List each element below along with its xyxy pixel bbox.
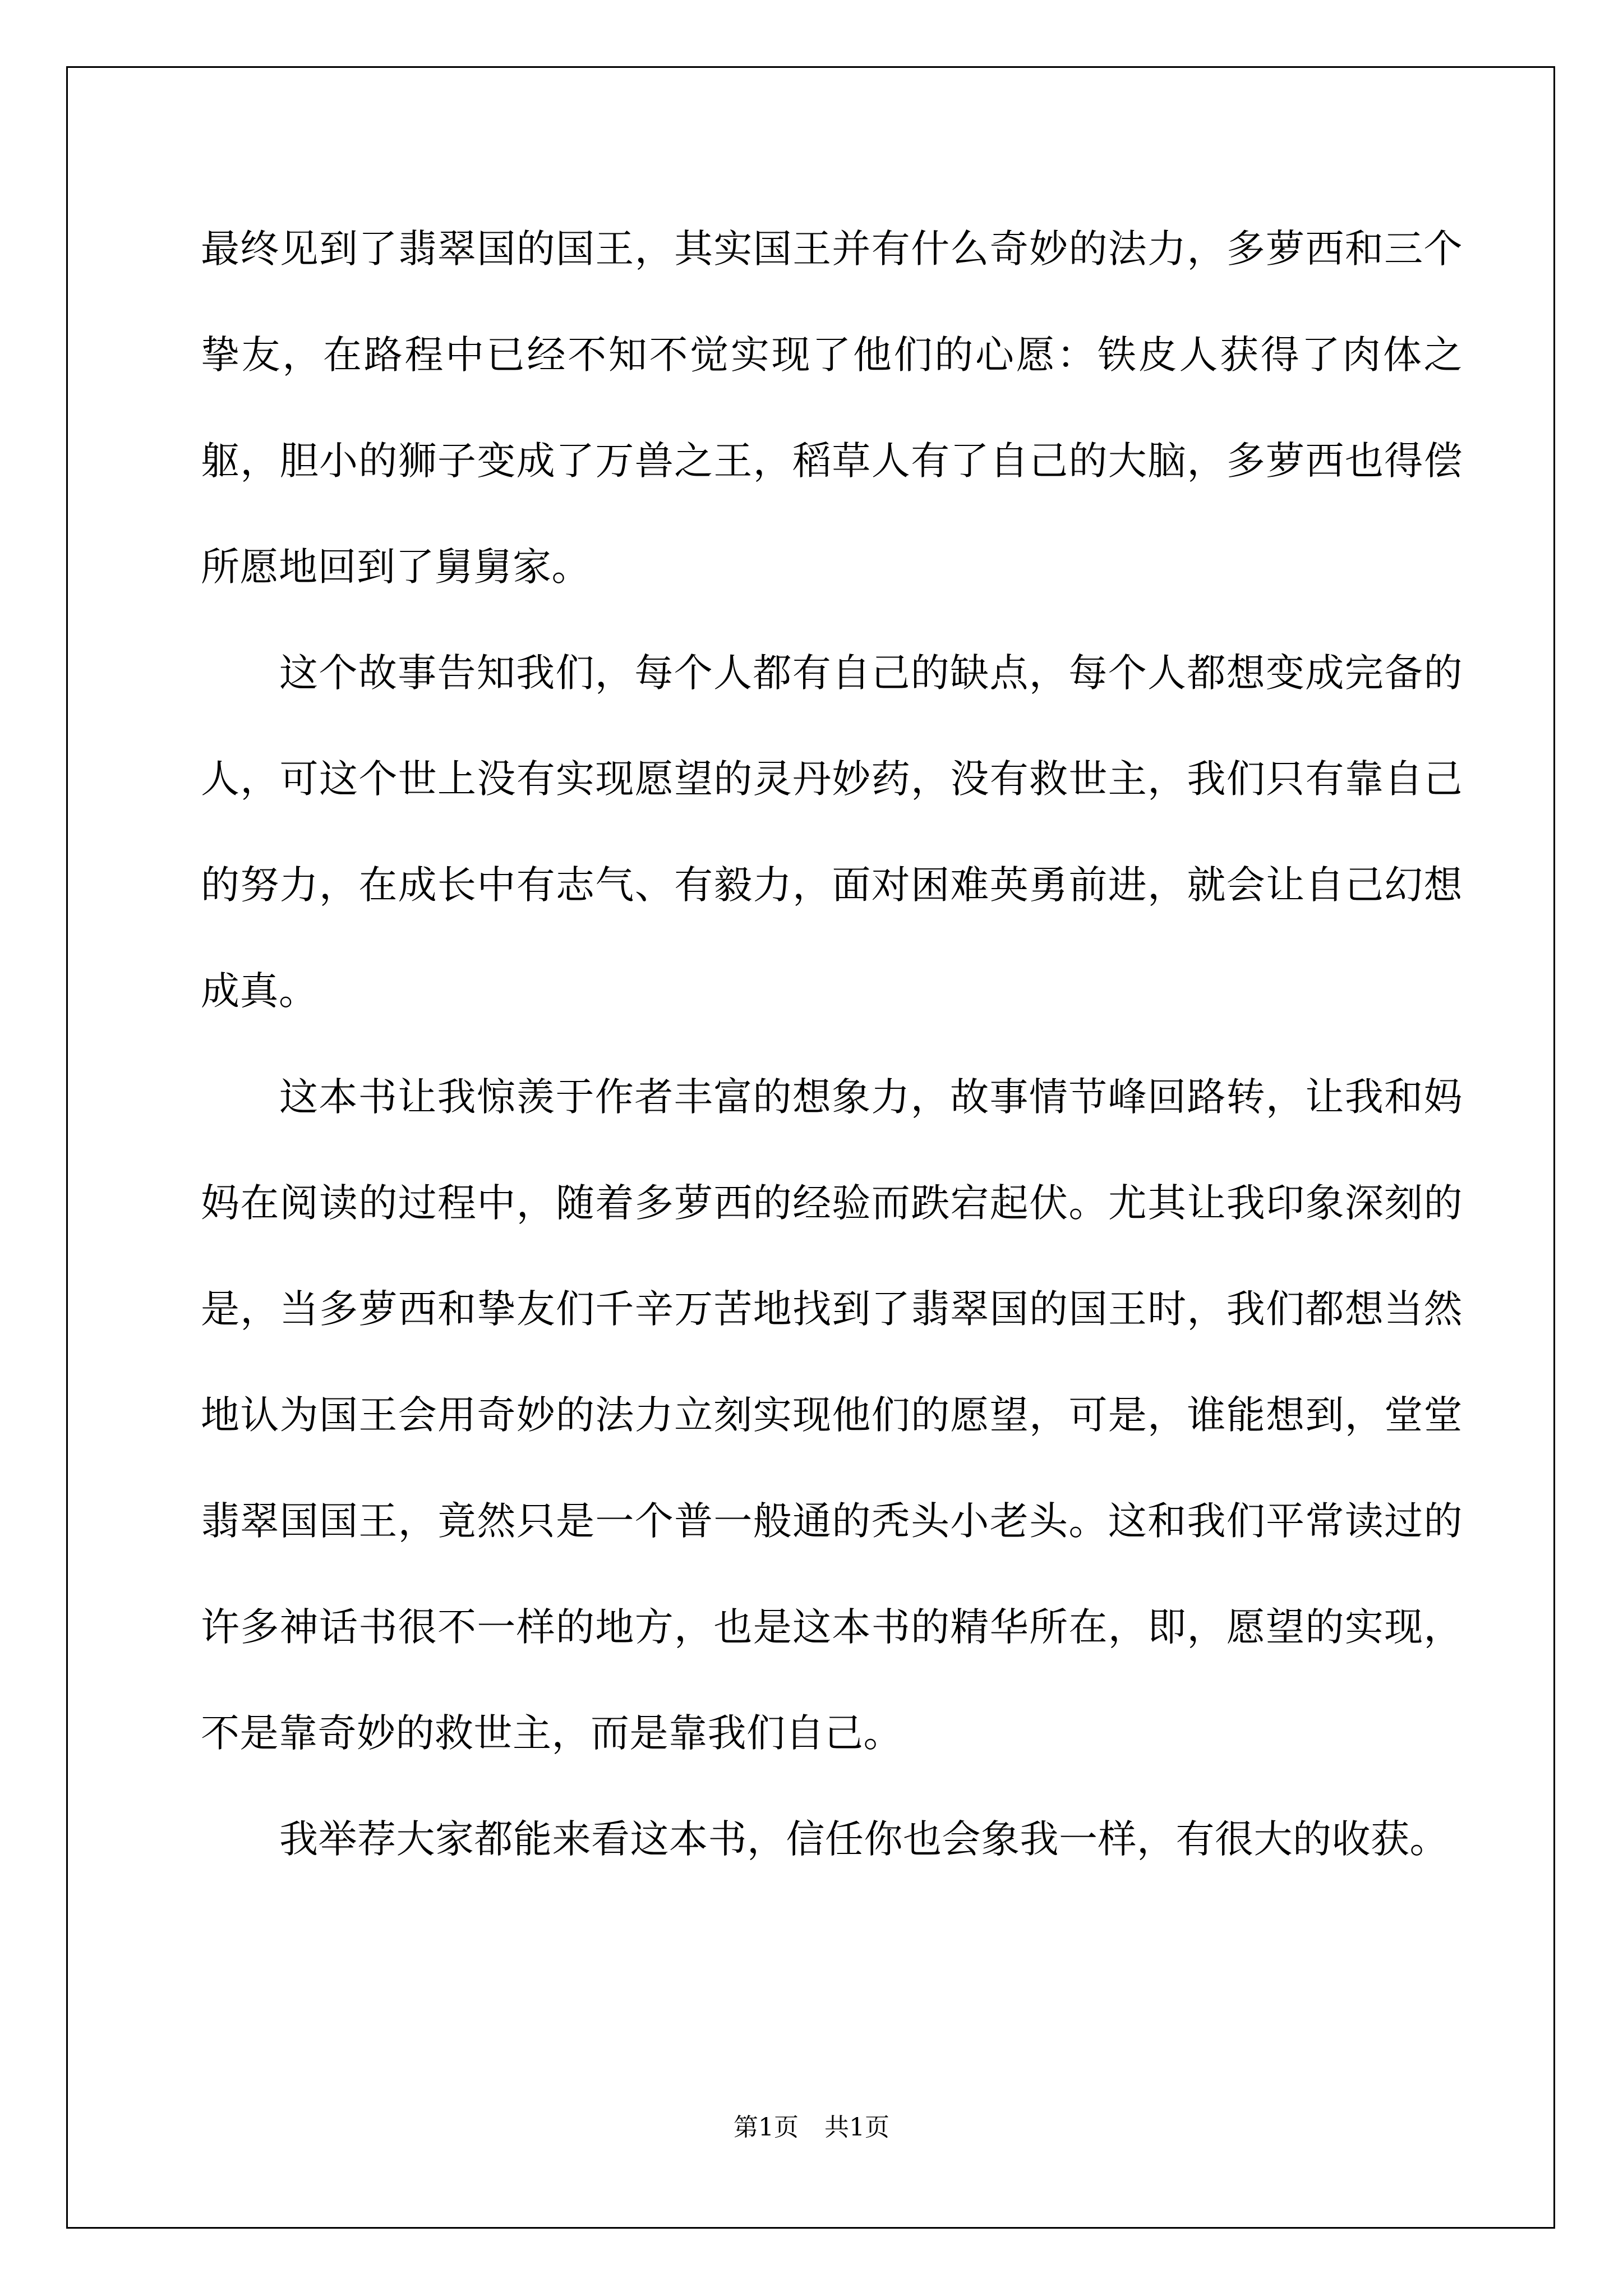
page-total: 共1页 (824, 2113, 889, 2142)
page-number: 第1页 (734, 2113, 799, 2142)
paragraph-2: 这个故事告知我们，每个人都有自己的缺点，每个人都想变成完备的人，可这个世上没有实现愿望的灵丹妙药，没有救世主，我们只有靠自己的努力，在成长中有志气、有毅力，面对困难英勇前进，就会让自己幻想成真。 (201, 651, 1463, 1014)
paragraph-3: 这本书让我惊羡于作者丰富的想象力，故事情节峰回路转，让我和妈妈在阅读的过程中，随着多萝西的经验而跌宕起伏。尤其让我印象深刻的是，当多萝西和挚友们千辛万苦地找到了翡翠国的国王时，我们都想当然地认为国王会用奇妙的法力立刻实现他们的愿望，可是，谁能想到，堂堂翡翠国国王，竟然只是一个普一般通的秃头小老头。这和我们平常读过的许多神话书很不一样的地方，也是这本书的精华所在，即，愿望的实现，不是靠奇妙的救世主，而是靠我们自己。 (201, 1075, 1463, 1756)
page-footer (0, 2107, 1623, 2143)
paragraph-4: 我举荐大家都能来看这本书，信任你也会象我一样，有很大的收获。 (279, 1817, 1449, 1862)
paragraph-1: 最终见到了翡翠国的国王，其实国王并有什么奇妙的法力，多萝西和三个挚友，在路程中已经不知不觉实现了他们的心愿：铁皮人获得了肉体之躯，胆小的狮子变成了万兽之王，稻草人有了自己的大脑，多萝西也得偿所愿地回到了舅舅家。 (201, 227, 1463, 590)
document-body (201, 196, 1463, 1893)
